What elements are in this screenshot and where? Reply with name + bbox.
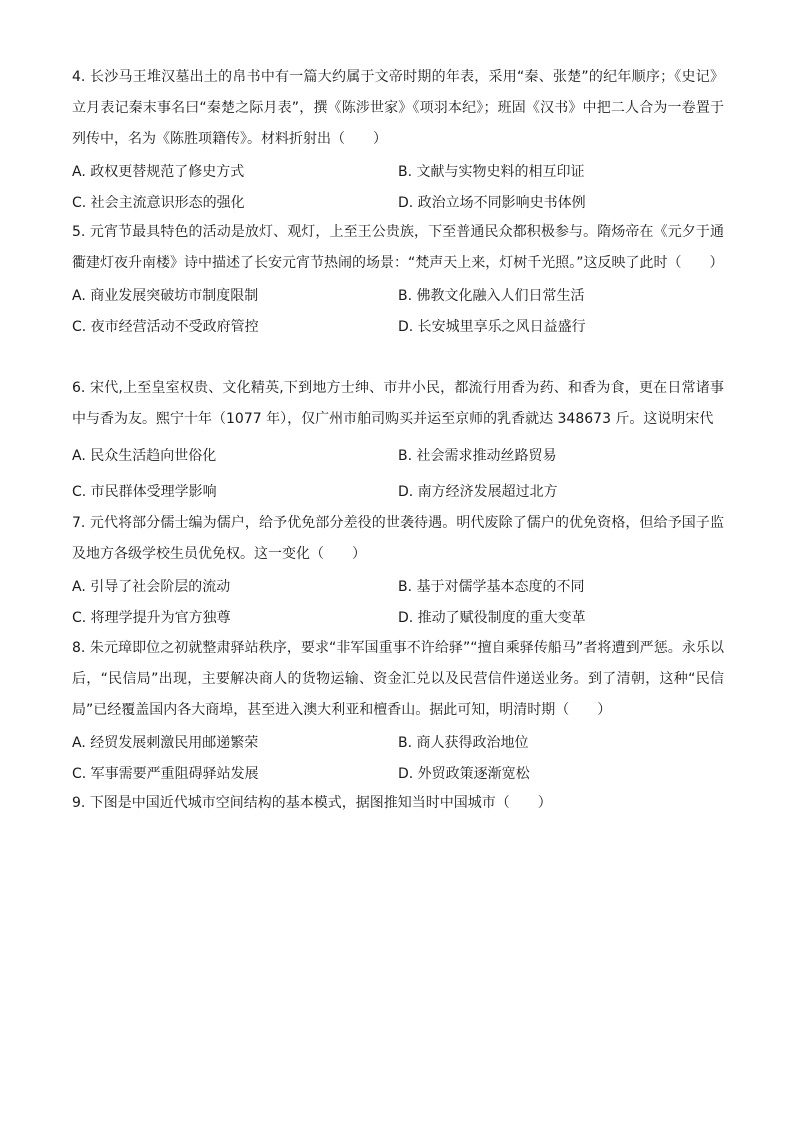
option-a[interactable]: A. 引导了社会阶层的流动 bbox=[72, 578, 231, 595]
question-9 bbox=[72, 788, 724, 819]
option-c[interactable]: C. 将理学提升为官方独尊 bbox=[72, 609, 231, 626]
options-row bbox=[72, 435, 724, 475]
option-d[interactable]: D. 南方经济发展超过北方 bbox=[398, 483, 558, 500]
option-d[interactable]: D. 长安城里享乐之风日益盛行 bbox=[398, 318, 586, 335]
question-6 bbox=[72, 373, 724, 506]
question-stem: 7. 元代将部分儒士编为儒户，给予优免部分差役的世袭待遇。明代废除了儒户的优免资格，但给予国子监及地方各级学校生员优免权。这一变化（ ） bbox=[72, 515, 724, 562]
option-c[interactable]: C. 市民群体受理学影响 bbox=[72, 483, 217, 500]
question-stem: 6. 宋代,上至皇室权贵、文化精英,下到地方士绅、市井小民，都流行用香为药、和香为食，更在日常诸事中与香为友。熙宁十年（1077 年），仅广州市舶司购买并运至京师的乳香就达 348673 斤。这说明宋代 bbox=[72, 380, 724, 427]
question-8 bbox=[72, 633, 724, 788]
question-4 bbox=[72, 62, 724, 217]
option-b[interactable]: B. 商人获得政治地位 bbox=[398, 734, 529, 751]
option-b[interactable]: B. 佛教文化融入人们日常生活 bbox=[398, 287, 585, 304]
options-row bbox=[72, 155, 724, 186]
options-row bbox=[72, 310, 724, 341]
option-c[interactable]: C. 军事需要严重阻碍驿站发展 bbox=[72, 765, 259, 782]
option-b[interactable]: B. 文献与实物史料的相互印证 bbox=[398, 163, 585, 180]
option-a[interactable]: A. 商业发展突破坊市制度限制 bbox=[72, 287, 259, 304]
option-d[interactable]: D. 推动了赋役制度的重大变革 bbox=[398, 609, 586, 626]
option-d[interactable]: D. 外贸政策逐渐宽松 bbox=[398, 765, 530, 782]
options-row bbox=[72, 726, 724, 757]
question-stem: 5. 元宵节最具特色的活动是放灯、观灯，上至王公贵族，下至普通民众都积极参与。隋炀帝在《元夕于通衢建灯夜升南楼》诗中描述了长安元宵节热闹的场景：“梵声天上来，灯树千光照。”这反映了此时（ ） bbox=[72, 224, 724, 271]
option-a[interactable]: A. 民众生活趋向世俗化 bbox=[72, 448, 217, 464]
options-row bbox=[72, 757, 724, 788]
question-stem: 8. 朱元璋即位之初就整肃驿站秩序，要求“非军国重事不许给驿”“擅自乘驿传船马”者将遭到严惩。永乐以后，“民信局”出现，主要解决商人的货物运输、资金汇兑以及民营信件递送业务。到了清朝，这种“民信局”已经覆盖国内各大商埠，甚至进入澳大利亚和檀香山。据此可知，明清时期（ ） bbox=[72, 640, 724, 718]
options-row bbox=[72, 186, 724, 217]
question-stem: 9. 下图是中国近代城市空间结构的基本模式，据图推知当时中国城市（ ） bbox=[72, 795, 552, 811]
options-row bbox=[72, 570, 724, 601]
question-7 bbox=[72, 508, 724, 632]
question-stem: 4. 长沙马王堆汉墓出土的帛书中有一篇大约属于文帝时期的年表，采用“秦、张楚”的纪年顺序；《史记》立月表记秦末事名曰“秦楚之际月表”，撰《陈涉世家》《项羽本纪》；班固《汉书》中把二人合为一卷置于列传中，名为《陈胜项籍传》。材料折射出（ ） bbox=[72, 69, 724, 147]
option-a[interactable]: A. 政权更替规范了修史方式 bbox=[72, 163, 245, 180]
question-5 bbox=[72, 217, 724, 341]
option-d[interactable]: D. 政治立场不同影响史书体例 bbox=[398, 194, 586, 211]
option-b[interactable]: B. 基于对儒学基本态度的不同 bbox=[398, 578, 585, 595]
option-c[interactable]: C. 夜市经营活动不受政府管控 bbox=[72, 318, 259, 335]
options-row bbox=[72, 601, 724, 632]
options-row bbox=[72, 475, 724, 506]
option-a[interactable]: A. 经贸发展刺激民用邮递繁荣 bbox=[72, 734, 259, 751]
option-b[interactable]: B. 社会需求推动丝路贸易 bbox=[398, 448, 557, 464]
options-row bbox=[72, 279, 724, 310]
option-c[interactable]: C. 社会主流意识形态的强化 bbox=[72, 194, 245, 211]
